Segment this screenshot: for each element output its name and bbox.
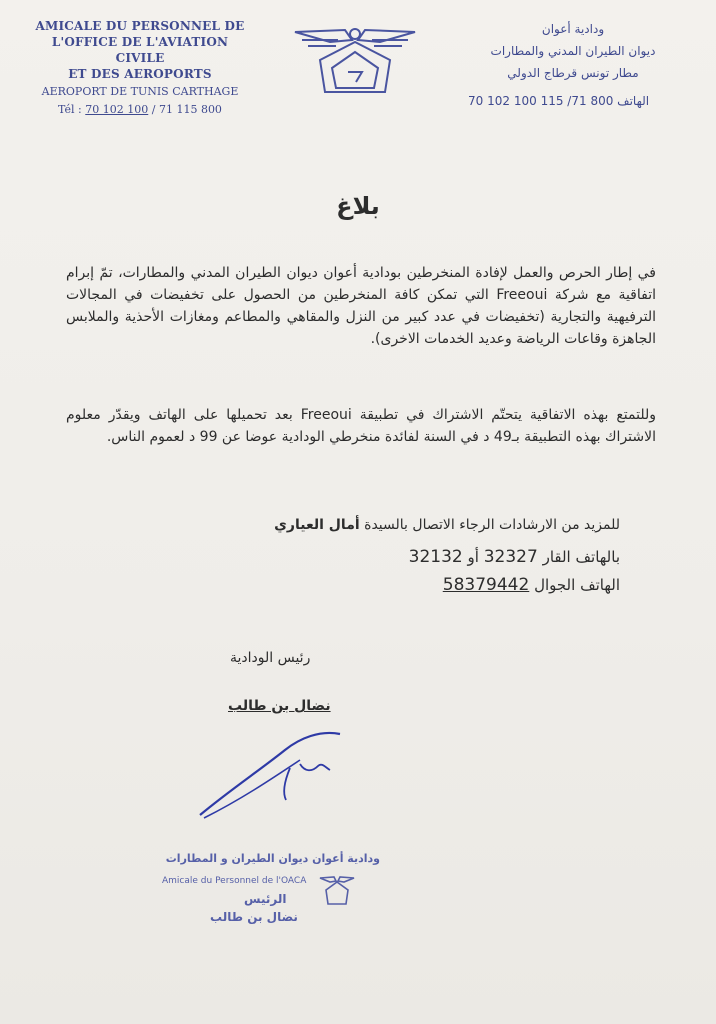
header-ar-line2: ديوان الطيران المدني والمطارات xyxy=(490,44,656,58)
mobile-number: 58379442 xyxy=(442,575,530,595)
body-paragraph-1: في إطار الحرص والعمل لإفادة المنخرطين بودادية أعوان ديوان الطيران المدني والمطارات، تمّ إبرام اتفاقية مع شركة Freeoui التي تمكن كافة المنخرطين من الحصول على تخفيضات في المجالات الترفيهية والتجارية (تخفيضات في عدد كبير من النزل والمقاهي والمطاعم ومغازات الأحذية والملابس الجاهزة وقاعات الرياضة وعديد الخدمات الاخرى). xyxy=(66,265,657,347)
landline-number-2: 32132 xyxy=(408,547,463,567)
contact-landline xyxy=(409,547,620,567)
landline-label: بالهاتف القار xyxy=(542,548,620,566)
landline-or: أو xyxy=(467,548,479,566)
president-name: نضال بن طالب xyxy=(228,698,331,714)
president-title: رئيس الودادية xyxy=(230,650,311,666)
body-paragraph-2: وللتمتع بهذه الاتفاقية يتحتّم الاشتراك في تطبيقة Freeoui بعد تحميلها على الهاتف ويقدّر معلوم الاشتراك بهذه التطبيقة بـ49 د في السنة لفائدة منخرطي الودادية عوضا عن 99 د لعموم الناس. xyxy=(66,407,656,445)
header-fr-line1: AMICALE DU PERSONNEL DE xyxy=(35,19,245,33)
header-ar-line3: مطار تونس قرطاج الدولي xyxy=(507,66,639,80)
header-fr-phone xyxy=(30,102,250,118)
stamp-logo-icon xyxy=(318,872,356,906)
stamp-line1: ودادية أعوان ديوان الطيران و المطارات xyxy=(165,852,380,865)
header-fr-tel-label: Tél : xyxy=(58,103,82,116)
contact-mobile xyxy=(443,575,620,595)
header-french xyxy=(30,18,250,118)
handwritten-signature xyxy=(190,720,360,830)
oaca-logo-icon xyxy=(290,20,420,100)
header-fr-line3: ET DES AEROPORTS xyxy=(68,67,212,81)
association-stamp xyxy=(160,852,380,936)
stamp-line3: الرئيس xyxy=(244,892,287,906)
landline-number-1: 32327 xyxy=(483,547,538,567)
header-fr-tel2: 71 115 800 xyxy=(158,103,222,116)
header-fr-tel-sep: / xyxy=(148,103,159,116)
header-ar-line1: ودادية أعوان xyxy=(541,22,605,36)
mobile-label: الهاتف الجوال xyxy=(534,576,620,594)
contact-intro xyxy=(274,517,620,533)
header-fr-tel1: 70 102 100 xyxy=(85,103,149,116)
header-fr-line2: L'OFFICE DE L'AVIATION CIVILE xyxy=(51,35,229,65)
contact-intro-text: للمزيد من الارشادات الرجاء الاتصال بالسيدة xyxy=(364,517,620,533)
header-fr-airport: AEROPORT DE TUNIS CARTHAGE xyxy=(41,85,239,98)
contact-person: أمال العياري xyxy=(274,517,360,533)
header-arabic xyxy=(448,18,698,112)
header-ar-phone: الهاتف 800 71/ 115 100 102 70 xyxy=(468,94,650,108)
stamp-line4: نضال بن طالب xyxy=(210,910,298,924)
notice-title: بلاغ xyxy=(336,192,380,220)
stamp-line2: Amicale du Personnel de l'OACA xyxy=(162,876,307,886)
